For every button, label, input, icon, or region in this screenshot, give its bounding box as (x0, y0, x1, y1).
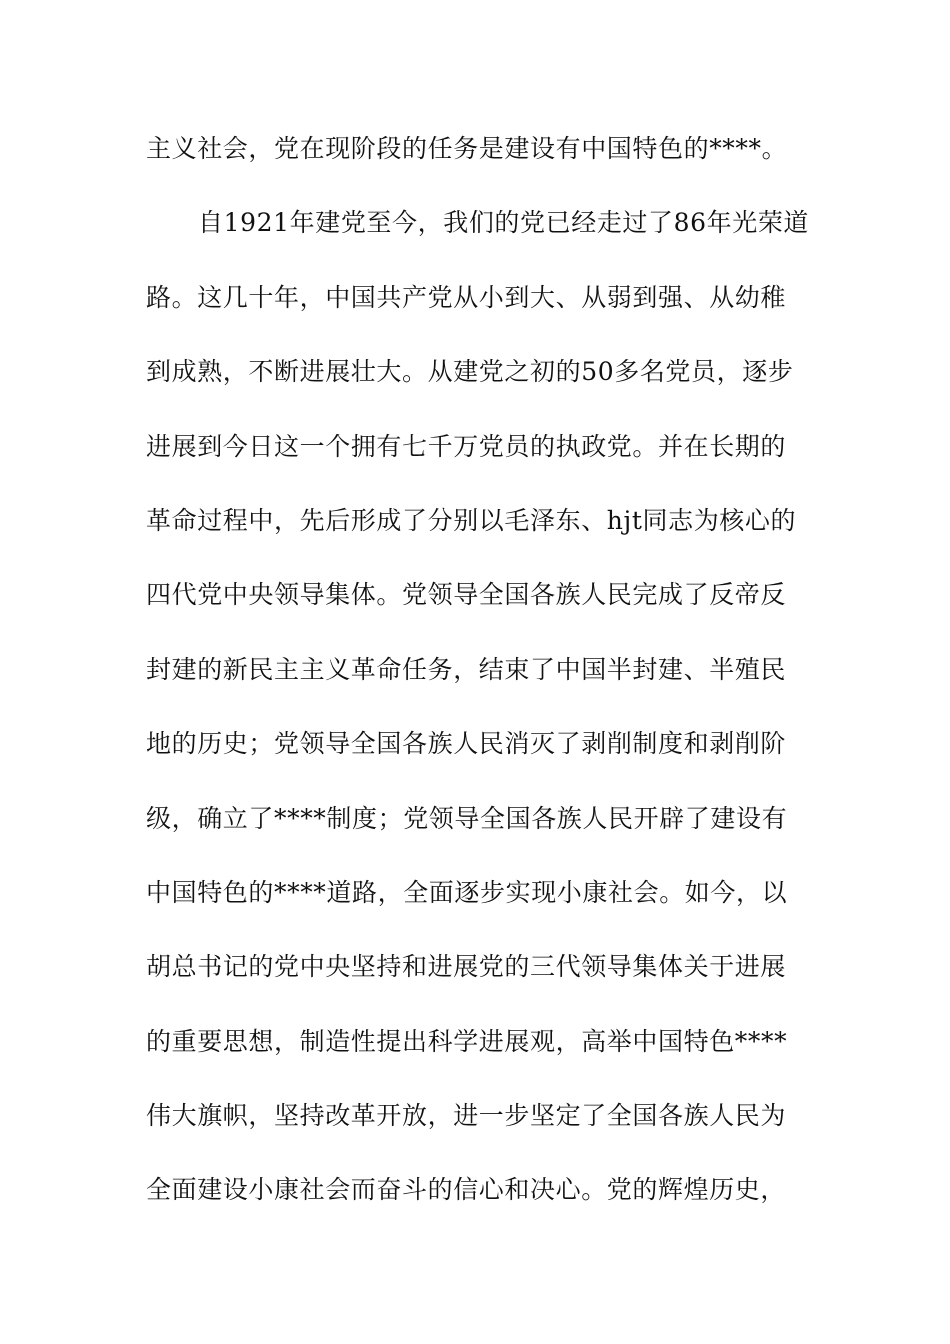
text-line: 进展到今日这一个拥有七千万党员的执政党。并在长期的 (146, 431, 787, 461)
text-line: 路。这几十年，中国共产党从小到大、从弱到强、从幼稚 (146, 282, 787, 312)
text-line: 级，确立了****制度；党领导全国各族人民开辟了建设有 (146, 803, 788, 833)
text-line: 主义社会，党在现阶段的任务是建设有中国特色的****。 (146, 134, 788, 163)
paragraph-first-line: 自1921年建党至今，我们的党已经走过了86年光荣道 (198, 208, 810, 238)
text-line: 封建的新民主主义革命任务，结束了中国半封建、半殖民 (146, 654, 787, 684)
text-line: 全面建设小康社会而奋斗的信心和决心。党的辉煌历史， (146, 1175, 787, 1205)
text-line: 胡总书记的党中央坚持和进展党的三代领导集体关于进展 (146, 952, 787, 982)
text-line: 到成熟，不断进展壮大。从建党之初的50多名党员，逐步 (146, 357, 794, 387)
text-line: 地的历史；党领导全国各族人民消灭了剥削制度和剥削阶 (146, 729, 787, 759)
text-line: 的重要思想，制造性提出科学进展观，高举中国特色**** (146, 1026, 788, 1056)
text-line: 中国特色的****道路，全面逐步实现小康社会。如今，以 (146, 877, 788, 907)
body-text (146, 126, 826, 1242)
text-line: 伟大旗帜，坚持改革开放，进一步坚定了全国各族人民为 (146, 1101, 787, 1131)
text-line: 革命过程中，先后形成了分别以毛泽东、hjt同志为核心的 (146, 505, 797, 535)
text-line: 四代党中央领导集体。党领导全国各族人民完成了反帝反 (146, 580, 787, 610)
